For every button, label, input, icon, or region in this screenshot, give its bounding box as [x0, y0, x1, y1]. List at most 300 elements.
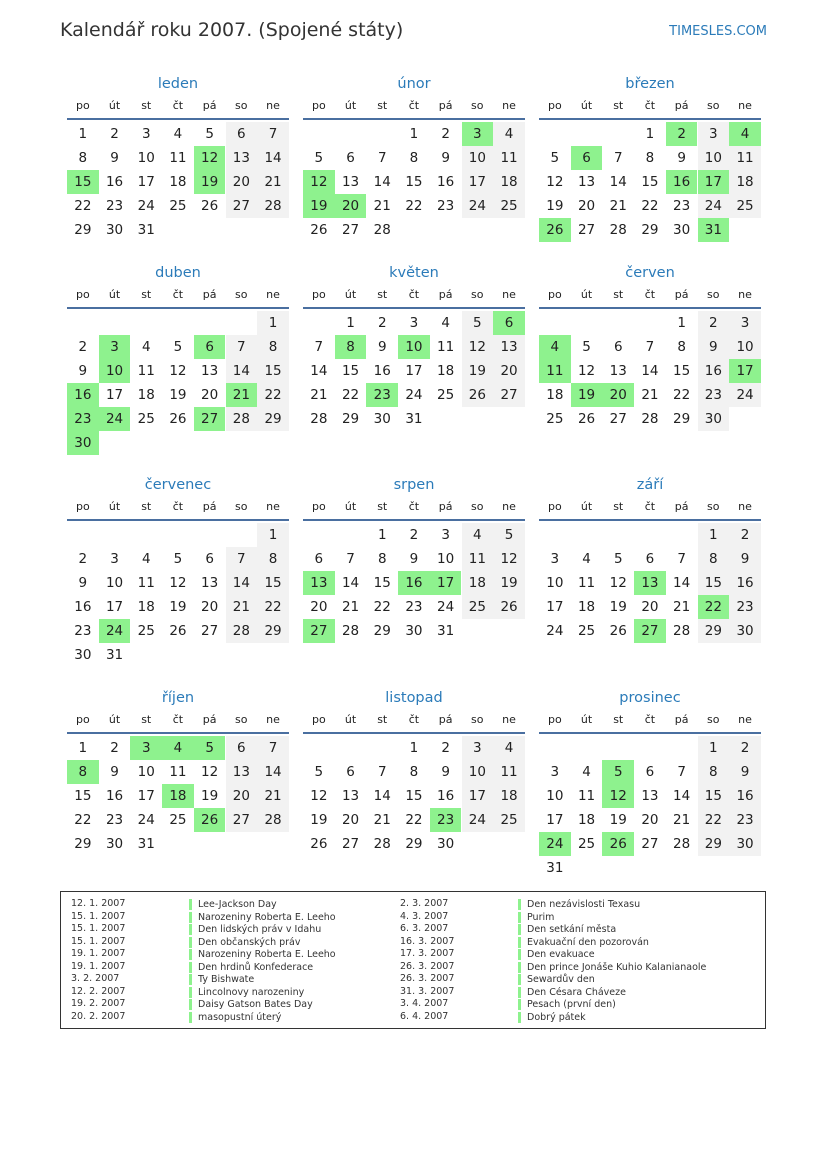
day-cell: 13 — [226, 146, 258, 170]
day-cell: 26 — [201, 198, 219, 214]
day-cell: 31 — [105, 647, 124, 663]
day-cell: 21 — [673, 599, 691, 615]
day-cell: 25 — [493, 808, 525, 832]
day-grid — [539, 521, 761, 665]
month-block — [67, 473, 289, 665]
weekday-label: po — [311, 713, 326, 726]
day-cell: 7 — [645, 339, 655, 355]
day-cell: 25 — [577, 836, 596, 852]
day-cell: 30 — [437, 836, 455, 852]
weekday-label: pá — [202, 288, 217, 301]
day-cell: 9 — [729, 760, 761, 784]
weekday-label: út — [580, 288, 593, 301]
day-cell: 27 — [641, 836, 659, 852]
holiday-name: Sewardův den — [518, 974, 595, 985]
day-cell: 5 — [550, 150, 560, 166]
weekday-label: čt — [408, 288, 420, 301]
day-cell: 20 — [201, 599, 219, 615]
day-cell: 25 — [437, 387, 455, 403]
day-cell: 28 — [226, 407, 258, 431]
weekday-label: út — [108, 99, 121, 112]
weekday-label: po — [547, 288, 562, 301]
day-cell: 16 — [67, 383, 99, 407]
brand-link[interactable]: TIMESLES.COM — [669, 24, 767, 39]
day-cell: 20 — [310, 599, 328, 615]
weekday-label: út — [344, 713, 357, 726]
day-cell: 20 — [226, 170, 258, 194]
day-cell: 30 — [698, 407, 730, 431]
day-cell: 22 — [641, 198, 659, 214]
day-cell: 4 — [493, 122, 525, 146]
day-cell: 18 — [462, 571, 494, 595]
day-grid — [539, 120, 761, 264]
day-cell: 19 — [493, 571, 525, 595]
day-cell: 27 — [341, 222, 360, 238]
day-cell: 22 — [74, 198, 92, 214]
day-cell: 6 — [226, 736, 258, 760]
day-cell: 17 — [105, 599, 124, 615]
day-cell: 23 — [366, 383, 398, 407]
holiday-date: 4. 3. 2007 — [400, 910, 449, 922]
weekday-label: pá — [438, 288, 453, 301]
day-cell: 15 — [405, 788, 423, 804]
day-cell: 5 — [462, 311, 494, 335]
month-title: červen — [625, 265, 675, 281]
weekday-label: čt — [408, 713, 420, 726]
weekday-header — [539, 710, 761, 734]
day-cell: 8 — [257, 335, 289, 359]
weekday-header — [303, 710, 525, 734]
day-cell: 21 — [257, 784, 289, 808]
day-cell: 26 — [602, 832, 634, 856]
weekday-label: ne — [266, 500, 280, 513]
day-cell: 7 — [257, 736, 289, 760]
day-cell: 5 — [314, 150, 324, 166]
day-cell: 19 — [169, 599, 187, 615]
day-cell: 24 — [546, 623, 564, 639]
month-title: duben — [155, 265, 201, 281]
day-cell: 25 — [137, 623, 155, 639]
day-cell: 11 — [462, 547, 494, 571]
day-cell: 15 — [341, 363, 360, 379]
holiday-name: Den evakuace — [518, 949, 595, 960]
weekday-header — [303, 96, 525, 120]
day-cell: 28 — [341, 623, 360, 639]
day-cell: 16 — [373, 363, 391, 379]
day-cell: 21 — [641, 387, 659, 403]
day-cell: 31 — [137, 222, 155, 238]
day-cell: 19 — [169, 387, 187, 403]
day-cell: 9 — [377, 339, 387, 355]
weekday-label: pá — [674, 713, 689, 726]
weekday-label: pá — [674, 500, 689, 513]
day-cell: 18 — [493, 784, 525, 808]
day-cell: 21 — [341, 599, 360, 615]
holiday-date: 31. 3. 2007 — [400, 985, 455, 997]
day-cell: 23 — [673, 198, 691, 214]
weekday-label: pá — [202, 99, 217, 112]
weekday-label: po — [311, 500, 326, 513]
day-cell: 18 — [577, 812, 596, 828]
weekday-label: ne — [502, 713, 516, 726]
day-cell: 10 — [398, 335, 430, 359]
day-cell: 9 — [409, 551, 419, 567]
weekday-label: pá — [438, 500, 453, 513]
day-cell: 12 — [462, 335, 494, 359]
weekday-label: čt — [172, 713, 184, 726]
day-cell: 9 — [78, 575, 88, 591]
day-cell: 20 — [335, 194, 367, 218]
day-cell: 3 — [130, 736, 162, 760]
holiday-name: Den občanských práv — [189, 937, 301, 948]
day-cell: 15 — [698, 784, 730, 808]
day-cell: 31 — [137, 836, 155, 852]
day-cell: 1 — [698, 736, 730, 760]
day-cell: 6 — [613, 339, 623, 355]
day-cell: 5 — [205, 126, 214, 142]
day-cell: 15 — [74, 788, 92, 804]
day-cell: 1 — [78, 126, 88, 142]
day-cell: 19 — [310, 812, 328, 828]
day-cell: 22 — [373, 599, 391, 615]
weekday-label: ne — [266, 99, 280, 112]
holiday-date: 16. 3. 2007 — [400, 935, 455, 947]
day-grid — [67, 309, 289, 453]
day-cell: 22 — [698, 595, 730, 619]
day-cell: 13 — [641, 788, 659, 804]
weekday-label: út — [108, 500, 121, 513]
day-cell: 19 — [571, 383, 603, 407]
day-cell: 3 — [729, 311, 761, 335]
day-cell: 3 — [462, 736, 494, 760]
month-title: květen — [389, 265, 439, 281]
day-cell: 12 — [609, 575, 627, 591]
day-cell: 25 — [729, 194, 761, 218]
day-cell: 12 — [310, 788, 328, 804]
day-cell: 5 — [582, 339, 591, 355]
holiday-date: 19. 1. 2007 — [71, 960, 126, 972]
weekday-label: pá — [202, 713, 217, 726]
day-cell: 13 — [303, 571, 335, 595]
day-cell: 13 — [609, 363, 627, 379]
day-grid — [303, 120, 525, 264]
weekday-header — [539, 96, 761, 120]
day-cell: 14 — [641, 363, 659, 379]
day-cell: 24 — [137, 198, 155, 214]
holiday-date: 15. 1. 2007 — [71, 923, 126, 934]
day-cell: 21 — [373, 198, 391, 214]
weekday-label: so — [235, 713, 248, 726]
month-block — [539, 72, 761, 264]
day-cell: 14 — [673, 788, 691, 804]
day-cell: 29 — [373, 623, 391, 639]
day-cell: 25 — [462, 595, 494, 619]
day-cell: 26 — [493, 595, 525, 619]
day-cell: 2 — [78, 339, 88, 355]
day-cell: 17 — [137, 788, 155, 804]
day-cell: 30 — [729, 619, 761, 643]
day-cell: 26 — [539, 218, 571, 242]
month-block — [67, 261, 289, 453]
day-cell: 23 — [437, 198, 455, 214]
holiday-name: Den Césara Cháveze — [518, 987, 626, 998]
day-cell: 7 — [677, 764, 686, 780]
weekday-label: pá — [202, 500, 217, 513]
day-cell: 27 — [201, 623, 219, 639]
day-cell: 11 — [169, 764, 187, 780]
day-cell: 22 — [698, 808, 730, 832]
weekday-header — [539, 285, 761, 309]
weekday-label: po — [547, 500, 562, 513]
day-cell: 29 — [341, 411, 360, 427]
day-cell: 26 — [462, 383, 494, 407]
day-cell: 24 — [99, 407, 131, 431]
holiday-name: Den hrdinů Konfederace — [189, 962, 313, 973]
holiday-date: 6. 3. 2007 — [400, 923, 449, 934]
day-cell: 15 — [641, 174, 659, 190]
day-cell: 27 — [609, 411, 627, 427]
holiday-date: 3. 4. 2007 — [400, 998, 449, 1009]
day-cell: 5 — [173, 551, 183, 567]
day-cell: 1 — [645, 126, 655, 142]
day-cell: 28 — [673, 836, 691, 852]
day-cell: 4 — [141, 551, 151, 567]
day-grid — [67, 120, 289, 264]
day-cell: 28 — [609, 222, 627, 238]
day-cell: 17 — [430, 571, 462, 595]
day-cell: 7 — [613, 150, 623, 166]
day-cell: 7 — [377, 764, 387, 780]
day-cell: 8 — [698, 547, 730, 571]
day-cell: 2 — [666, 122, 698, 146]
day-cell: 23 — [430, 808, 462, 832]
day-cell: 28 — [641, 411, 659, 427]
day-cell: 26 — [169, 411, 187, 427]
day-cell: 27 — [194, 407, 226, 431]
day-cell: 19 — [194, 170, 226, 194]
weekday-label: čt — [408, 99, 420, 112]
day-cell: 9 — [110, 764, 119, 780]
day-cell: 10 — [546, 788, 564, 804]
day-cell: 9 — [78, 363, 88, 379]
day-cell: 23 — [67, 407, 99, 431]
day-cell: 2 — [729, 523, 761, 547]
day-grid — [539, 734, 761, 878]
day-cell: 13 — [341, 174, 360, 190]
day-cell: 28 — [257, 808, 289, 832]
day-cell: 1 — [346, 315, 355, 331]
day-cell: 25 — [493, 194, 525, 218]
day-cell: 27 — [634, 619, 666, 643]
day-cell: 12 — [201, 764, 219, 780]
holiday-name: Den lidských práv v Idahu — [189, 924, 321, 935]
weekday-label: ne — [266, 713, 280, 726]
day-cell: 8 — [257, 547, 289, 571]
holiday-name: Den nezávislosti Texasu — [518, 899, 640, 910]
weekday-label: po — [311, 288, 326, 301]
day-cell: 22 — [74, 812, 92, 828]
day-cell: 3 — [550, 764, 560, 780]
day-cell: 4 — [462, 523, 494, 547]
weekday-label: st — [377, 713, 388, 726]
month-title: září — [636, 477, 664, 493]
day-cell: 29 — [698, 619, 730, 643]
day-cell: 4 — [582, 764, 591, 780]
day-cell: 6 — [346, 150, 355, 166]
day-cell: 21 — [609, 198, 627, 214]
day-cell: 13 — [493, 335, 525, 359]
day-cell: 17 — [698, 170, 730, 194]
day-cell: 12 — [169, 363, 187, 379]
day-cell: 28 — [673, 623, 691, 639]
day-cell: 30 — [105, 222, 124, 238]
day-cell: 20 — [602, 383, 634, 407]
day-cell: 27 — [493, 383, 525, 407]
weekday-label: út — [580, 713, 593, 726]
day-cell: 22 — [341, 387, 360, 403]
weekday-label: st — [377, 500, 388, 513]
holiday-date: 20. 2. 2007 — [71, 1010, 126, 1022]
day-cell: 9 — [698, 335, 730, 359]
day-cell: 24 — [539, 832, 571, 856]
day-cell: 10 — [105, 575, 124, 591]
holidays-list — [60, 891, 766, 1029]
month-block — [539, 686, 761, 878]
day-cell: 4 — [729, 122, 761, 146]
day-cell: 11 — [169, 150, 187, 166]
day-cell: 2 — [729, 736, 761, 760]
day-cell: 30 — [67, 431, 99, 455]
day-cell: 28 — [373, 836, 391, 852]
day-cell: 28 — [373, 222, 391, 238]
holiday-name: Dobrý pátek — [518, 1012, 586, 1023]
weekday-label: st — [613, 288, 624, 301]
day-cell: 1 — [78, 740, 88, 756]
holiday-name: Ty Bishwate — [189, 974, 254, 985]
day-cell: 29 — [74, 836, 92, 852]
day-cell: 13 — [634, 571, 666, 595]
day-cell: 16 — [105, 788, 124, 804]
day-cell: 25 — [169, 812, 187, 828]
day-cell: 17 — [105, 387, 124, 403]
day-cell: 2 — [377, 315, 387, 331]
day-cell: 2 — [409, 527, 419, 543]
day-cell: 17 — [405, 363, 423, 379]
holiday-date: 12. 2. 2007 — [71, 985, 126, 997]
day-cell: 31 — [405, 411, 423, 427]
month-title: únor — [397, 76, 431, 92]
day-cell: 14 — [609, 174, 627, 190]
weekday-header — [67, 497, 289, 521]
weekday-label: čt — [172, 288, 184, 301]
day-cell: 11 — [577, 575, 596, 591]
day-cell: 15 — [257, 359, 289, 383]
weekday-label: ne — [738, 288, 752, 301]
weekday-label: ne — [502, 500, 516, 513]
day-cell: 7 — [314, 339, 324, 355]
day-cell: 28 — [226, 619, 258, 643]
holiday-date: 26. 3. 2007 — [400, 960, 455, 972]
day-cell: 26 — [577, 411, 596, 427]
day-cell: 2 — [698, 311, 730, 335]
day-cell: 11 — [577, 788, 596, 804]
day-cell: 7 — [257, 122, 289, 146]
weekday-label: so — [471, 99, 484, 112]
day-cell: 4 — [441, 315, 450, 331]
day-cell: 14 — [257, 760, 289, 784]
day-cell: 6 — [314, 551, 324, 567]
day-cell: 3 — [441, 527, 450, 543]
day-cell: 24 — [99, 619, 131, 643]
day-cell: 23 — [105, 198, 124, 214]
day-cell: 14 — [341, 575, 360, 591]
weekday-label: so — [235, 99, 248, 112]
day-cell: 8 — [78, 150, 88, 166]
day-grid — [539, 309, 761, 453]
weekday-header — [303, 285, 525, 309]
day-cell: 23 — [698, 383, 730, 407]
day-cell: 30 — [105, 836, 124, 852]
day-cell: 8 — [67, 760, 99, 784]
holiday-date: 12. 1. 2007 — [71, 898, 126, 909]
day-cell: 19 — [609, 812, 627, 828]
weekday-header — [539, 497, 761, 521]
day-cell: 23 — [105, 812, 124, 828]
weekday-header — [303, 497, 525, 521]
day-cell: 18 — [169, 174, 187, 190]
weekday-label: čt — [644, 99, 656, 112]
day-cell: 13 — [201, 575, 219, 591]
day-cell: 15 — [257, 571, 289, 595]
day-cell: 15 — [405, 174, 423, 190]
weekday-label: po — [311, 99, 326, 112]
weekday-label: st — [141, 99, 152, 112]
day-cell: 18 — [162, 784, 194, 808]
weekday-label: čt — [644, 713, 656, 726]
day-cell: 13 — [341, 788, 360, 804]
holiday-date: 19. 2. 2007 — [71, 998, 126, 1009]
weekday-label: so — [707, 99, 720, 112]
day-cell: 22 — [257, 595, 289, 619]
weekday-label: pá — [438, 99, 453, 112]
month-title: srpen — [393, 477, 435, 493]
day-cell: 17 — [546, 812, 564, 828]
day-cell: 8 — [409, 150, 419, 166]
day-cell: 1 — [257, 311, 289, 335]
month-block — [303, 686, 525, 878]
weekday-label: so — [707, 500, 720, 513]
holiday-date: 15. 1. 2007 — [71, 910, 126, 922]
day-cell: 13 — [201, 363, 219, 379]
day-cell: 8 — [645, 150, 655, 166]
day-cell: 30 — [405, 623, 423, 639]
day-cell: 14 — [373, 174, 391, 190]
day-cell: 28 — [310, 411, 328, 427]
day-cell: 2 — [110, 740, 119, 756]
day-cell: 20 — [641, 812, 659, 828]
day-cell: 5 — [173, 339, 183, 355]
day-cell: 7 — [226, 335, 258, 359]
day-cell: 3 — [141, 126, 151, 142]
weekday-label: ne — [502, 288, 516, 301]
month-block — [539, 261, 761, 453]
weekday-label: st — [141, 713, 152, 726]
month-title: prosinec — [619, 690, 681, 706]
weekday-header — [67, 710, 289, 734]
weekday-label: so — [707, 288, 720, 301]
month-title: březen — [625, 76, 675, 92]
day-cell: 5 — [194, 736, 226, 760]
